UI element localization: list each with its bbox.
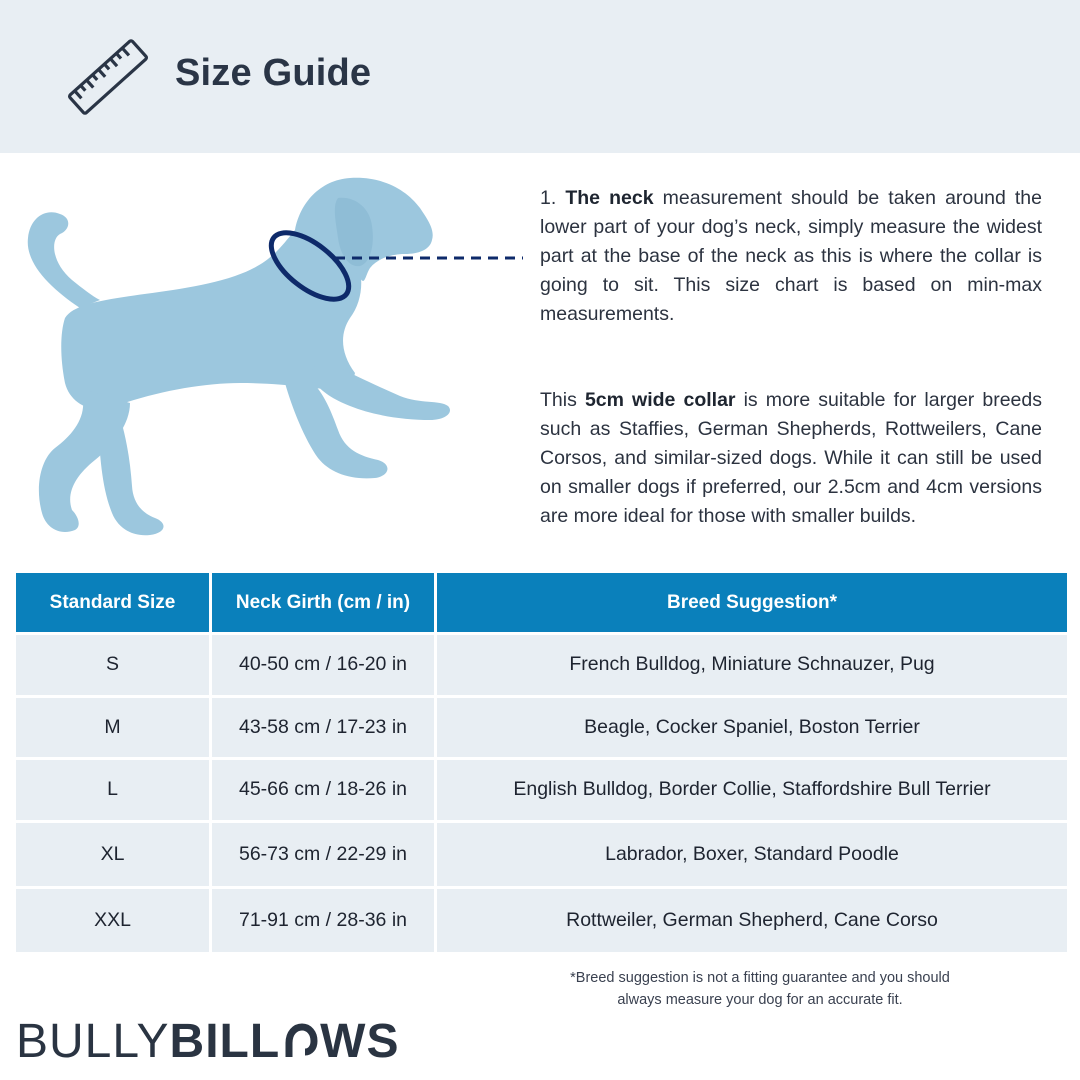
table-row	[16, 889, 1067, 952]
table-row	[16, 823, 1067, 886]
header-breed-suggestion: Breed Suggestion*	[437, 573, 1067, 632]
collar-width-text: This 5cm wide collar is more suitable for larger breeds such as Staffies, German Shepherds, Rottweilers, Cane Corsos, and similar-sized dogs. While it can still be used on smaller dogs if preferred, our 2.5cm and 4cm versions are more ideal for those with smaller builds.	[540, 389, 1042, 527]
header-banner	[0, 0, 1080, 153]
header-neck-girth: Neck Girth (cm / in)	[212, 573, 434, 632]
breed-cell: Beagle, Cocker Spaniel, Boston Terrier	[437, 698, 1067, 758]
breed-cell: English Bulldog, Border Collie, Staffordshire Bull Terrier	[437, 760, 1067, 820]
girth-cell: 71-91 cm / 28-36 in	[212, 889, 434, 952]
logo-o-ring-icon	[281, 1021, 319, 1061]
size-cell: L	[16, 760, 209, 820]
girth-cell: 43-58 cm / 17-23 in	[212, 698, 434, 758]
neck-measurement-text: 1. The neck measurement should be taken around the lower part of your dog’s neck, simply measure the widest part at the base of the neck as this is where the collar is going to sit. This size chart is based on min-max measurements.	[540, 187, 1042, 325]
girth-cell: 45-66 cm / 18-26 in	[212, 760, 434, 820]
footnote-line-1: *Breed suggestion is not a fitting guarantee and you should	[570, 970, 950, 986]
table-row	[16, 760, 1067, 820]
table-row	[16, 635, 1067, 695]
logo-part-2: BILL	[169, 1015, 281, 1068]
size-cell: S	[16, 635, 209, 695]
size-cell: XXL	[16, 889, 209, 952]
size-table	[13, 570, 1070, 955]
brand-logo	[16, 1016, 400, 1068]
footnote-line-2: always measure your dog for an accurate fit.	[617, 992, 903, 1008]
breed-disclaimer	[520, 967, 1000, 1011]
size-cell: XL	[16, 823, 209, 886]
breed-cell: Rottweiler, German Shepherd, Cane Corso	[437, 889, 1067, 952]
girth-cell: 56-73 cm / 22-29 in	[212, 823, 434, 886]
breed-cell: French Bulldog, Miniature Schnauzer, Pug	[437, 635, 1067, 695]
breed-cell: Labrador, Boxer, Standard Poodle	[437, 823, 1067, 886]
table-row	[16, 698, 1067, 758]
logo-part-1: BULLY	[16, 1015, 170, 1068]
page-title: Size Guide	[175, 52, 372, 94]
table-header-row	[16, 573, 1067, 632]
logo-part-3: WS	[320, 1015, 400, 1068]
dog-illustration	[20, 168, 530, 548]
girth-cell: 40-50 cm / 16-20 in	[212, 635, 434, 695]
size-cell: M	[16, 698, 209, 758]
header-standard-size: Standard Size	[16, 573, 209, 632]
ruler-icon	[62, 32, 154, 122]
